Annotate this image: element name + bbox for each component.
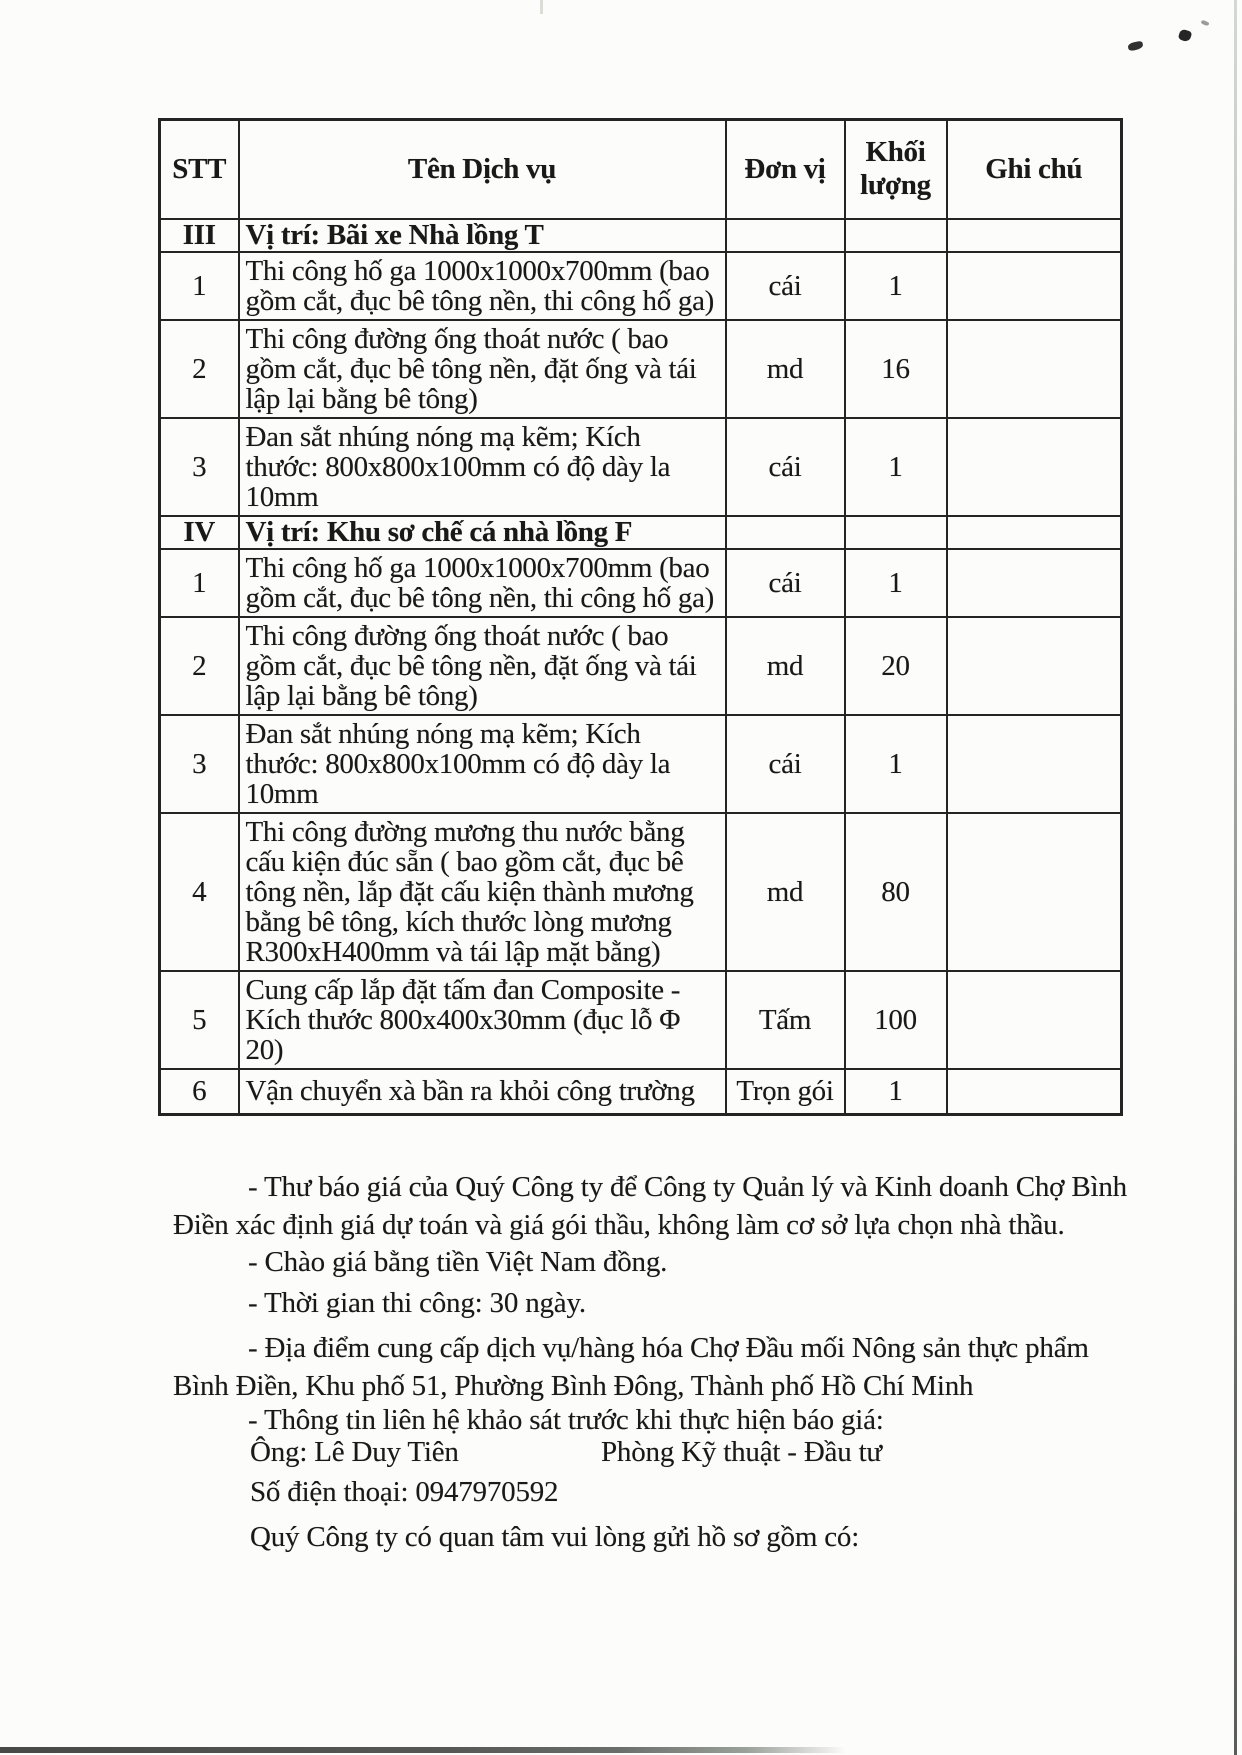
cell-stt: III (160, 219, 239, 252)
cell-quantity: 1 (845, 418, 947, 516)
note-quote-purpose: - Thư báo giá của Quý Công ty để Công ty Quản lý và Kinh doanh Chợ Bình Điền xác định giá dự toán và giá gói thầu, không làm cơ sở lựa chọn nhà thầu. (173, 1171, 1127, 1241)
cell-note (947, 971, 1122, 1069)
scan-edge-line-right (1234, 0, 1237, 1755)
col-header-unit: Đơn vị (726, 120, 845, 219)
cell-stt: 1 (160, 252, 239, 320)
contact-row (250, 1433, 1150, 1473)
cell-service-name: Thi công đường ống thoát nước ( bao gồm cắt, đục bê tông nền, đặt ống và tái lập lại bằng bê tông) (239, 320, 726, 418)
cell-unit: Tấm (726, 971, 845, 1069)
cell-service-name: Thi công hố ga 1000x1000x700mm (bao gồm cắt, đục bê tông nền, thi công hố ga) (239, 549, 726, 617)
cell-stt: 2 (160, 617, 239, 715)
cell-quantity: 1 (845, 1069, 947, 1115)
note-contact-heading: - Thông tin liên hệ khảo sát trước khi thực hiện báo giá: (248, 1404, 884, 1436)
cell-note (947, 252, 1122, 320)
cell-quantity (845, 516, 947, 549)
cell-quantity: 1 (845, 252, 947, 320)
cell-service-name: Cung cấp lắp đặt tấm đan Composite - Kích thước 800x400x30mm (đục lỗ Φ 20) (239, 971, 726, 1069)
cell-unit: cái (726, 418, 845, 516)
table-row (160, 617, 1122, 715)
cell-quantity: 20 (845, 617, 947, 715)
contact-phone: Số điện thoại: 0947970592 (250, 1476, 559, 1508)
scan-edge-line-bottom (0, 1747, 995, 1753)
cell-quantity: 1 (845, 715, 947, 813)
scan-streak (540, 0, 543, 14)
closing-line: Quý Công ty có quan tâm vui lòng gửi hồ sơ gồm có: (250, 1521, 860, 1553)
cell-note (947, 516, 1122, 549)
col-header-stt: STT (160, 120, 239, 219)
ink-speck (1127, 41, 1143, 52)
cell-service-name: Vị trí: Khu sơ chế cá nhà lồng F (239, 516, 726, 549)
table-row (160, 516, 1122, 549)
table-row (160, 320, 1122, 418)
note-currency: - Chào giá bằng tiền Việt Nam đồng. (248, 1246, 668, 1278)
cell-stt: 1 (160, 549, 239, 617)
cell-quantity: 1 (845, 549, 947, 617)
ink-speck (1201, 19, 1210, 26)
note-duration: - Thời gian thi công: 30 ngày. (248, 1287, 586, 1319)
cell-stt: 3 (160, 715, 239, 813)
cell-note (947, 549, 1122, 617)
cell-stt: 6 (160, 1069, 239, 1115)
cell-service-name: Vị trí: Bãi xe Nhà lồng T (239, 219, 726, 252)
cell-unit: Trọn gói (726, 1069, 845, 1115)
table-row (160, 813, 1122, 971)
contact-name: Ông: Lê Duy Tiên (250, 1436, 459, 1468)
cell-quantity: 100 (845, 971, 947, 1069)
cell-note (947, 813, 1122, 971)
col-header-note: Ghi chú (947, 120, 1122, 219)
cell-unit: md (726, 617, 845, 715)
ink-speck (1178, 28, 1193, 42)
table-row (160, 219, 1122, 252)
cell-service-name: Vận chuyển xà bần ra khỏi công trường (239, 1069, 726, 1115)
table-row (160, 971, 1122, 1069)
col-header-quantity: Khối lượng (845, 120, 947, 219)
cell-unit: md (726, 320, 845, 418)
cell-note (947, 320, 1122, 418)
cell-unit (726, 219, 845, 252)
cell-quantity (845, 219, 947, 252)
cell-service-name: Đan sắt nhúng nóng mạ kẽm; Kích thước: 800x800x100mm có độ dày la 10mm (239, 715, 726, 813)
table-row (160, 252, 1122, 320)
cell-service-name: Thi công hố ga 1000x1000x700mm (bao gồm cắt, đục bê tông nền, thi công hố ga) (239, 252, 726, 320)
cell-service-name: Thi công đường mương thu nước bằng cấu kiện đúc sẵn ( bao gồm cắt, đục bê tông nền, lắp đặt cấu kiện thành mương bằng bê tông, kích thước lòng mương R300xH400mm và tái lập mặt bằng) (239, 813, 726, 971)
cell-service-name: Đan sắt nhúng nóng mạ kẽm; Kích thước: 800x800x100mm có độ dày la 10mm (239, 418, 726, 516)
note-location: - Địa điểm cung cấp dịch vụ/hàng hóa Chợ Đầu mối Nông sản thực phẩm Bình Điền, Khu phố 51, Phường Bình Đông, Thành phố Hồ Chí Minh (173, 1332, 1089, 1402)
cell-quantity: 80 (845, 813, 947, 971)
table-row (160, 715, 1122, 813)
cell-unit: md (726, 813, 845, 971)
table-row (160, 549, 1122, 617)
service-table-body (160, 219, 1122, 1115)
cell-stt: 5 (160, 971, 239, 1069)
table-row (160, 418, 1122, 516)
cell-note (947, 418, 1122, 516)
cell-stt: 3 (160, 418, 239, 516)
cell-note (947, 1069, 1122, 1115)
col-header-service-name: Tên Dịch vụ (239, 120, 726, 219)
cell-note (947, 715, 1122, 813)
cell-service-name: Thi công đường ống thoát nước ( bao gồm cắt, đục bê tông nền, đặt ống và tái lập lại bằng bê tông) (239, 617, 726, 715)
contact-department: Phòng Kỹ thuật - Đầu tư (601, 1436, 882, 1468)
cell-stt: 4 (160, 813, 239, 971)
cell-unit: cái (726, 549, 845, 617)
cell-stt: IV (160, 516, 239, 549)
cell-quantity: 16 (845, 320, 947, 418)
table-header-row (160, 120, 1122, 219)
cell-unit (726, 516, 845, 549)
table-row (160, 1069, 1122, 1115)
cell-note (947, 617, 1122, 715)
cell-unit: cái (726, 715, 845, 813)
service-table (158, 118, 1123, 1116)
cell-stt: 2 (160, 320, 239, 418)
cell-unit: cái (726, 252, 845, 320)
cell-note (947, 219, 1122, 252)
